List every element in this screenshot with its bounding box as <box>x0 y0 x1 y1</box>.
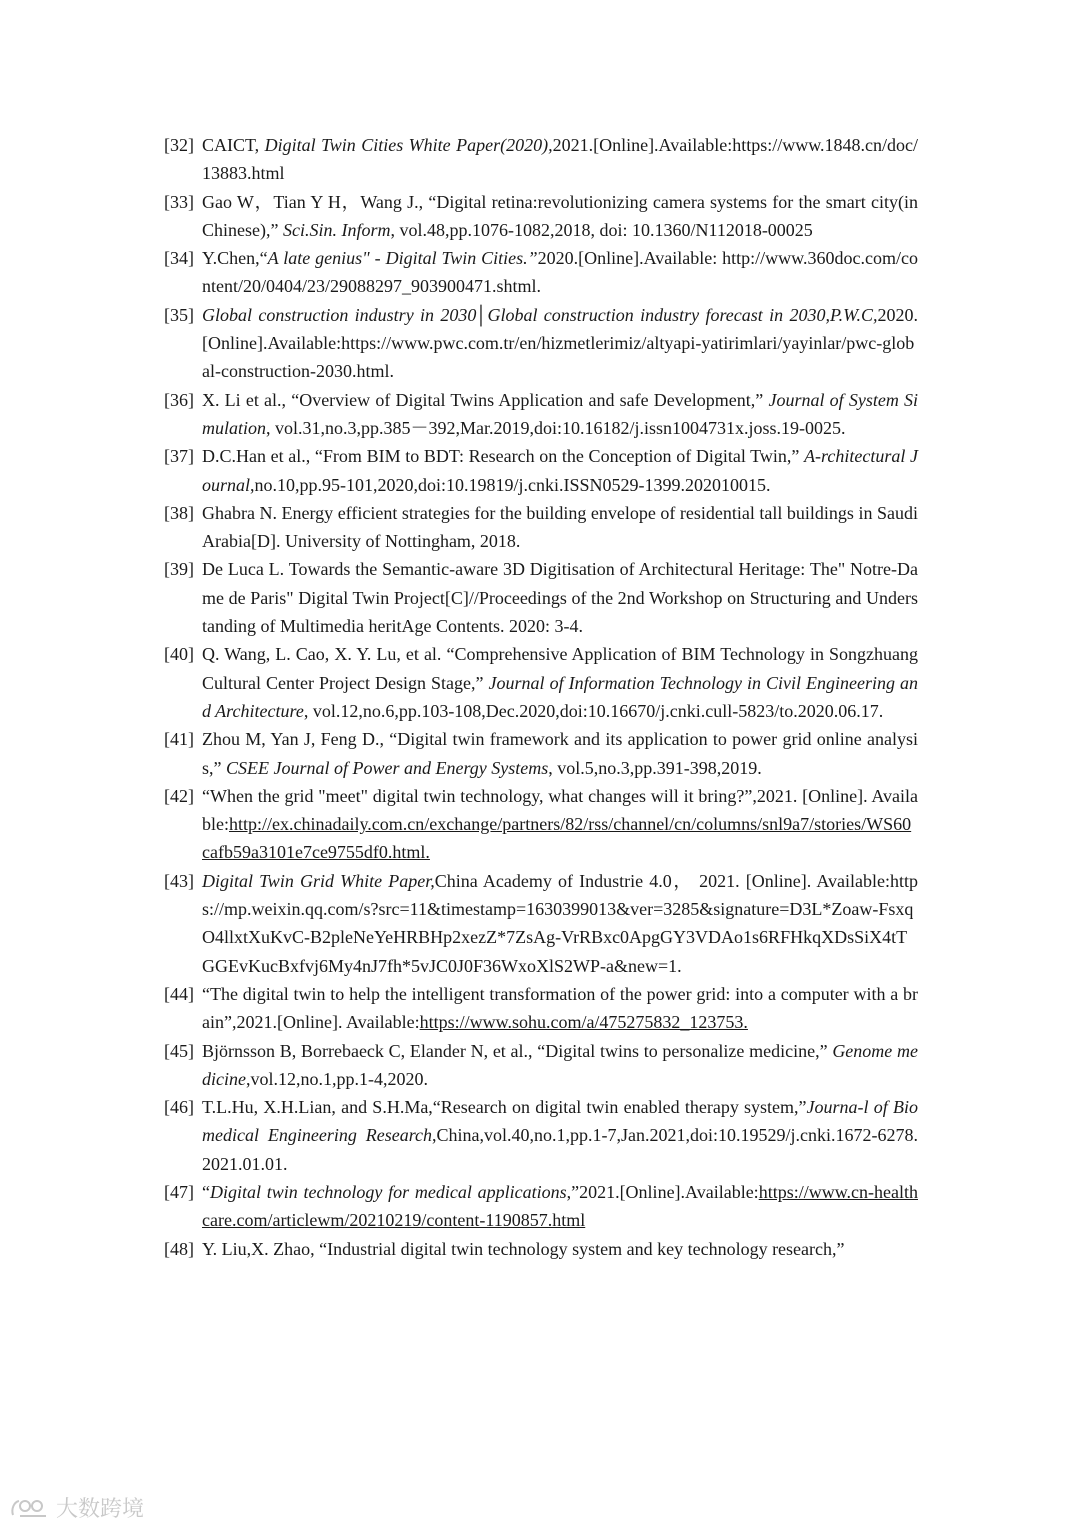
reference-number: [41] <box>164 729 194 750</box>
reference-number: [34] <box>164 248 194 269</box>
reference-segment: “When the grid "meet" digital twin technology, what changes will it bring?”,2021. [Online]. Available: <box>202 785 918 835</box>
reference-entry <box>164 386 918 443</box>
reference-segment: , vol.31,no.3,pp.385－392,Mar.2019,doi:10.16182/j.issn1004731x.joss.19-0025. <box>266 417 846 438</box>
reference-segment: Q. Wang, L. Cao, X. Y. Lu, et al. “Comprehensive Application of BIM Technology in Songzhuang Cultural Center Project Design Stage,” <box>202 644 918 693</box>
reference-text <box>202 725 918 782</box>
reference-segment: , vol.5,no.3,pp.391-398,2019. <box>548 757 762 778</box>
reference-text <box>202 1037 918 1094</box>
reference-text <box>202 555 918 640</box>
reference-text <box>202 1235 918 1263</box>
reference-segment: Zhou M, Yan J, Feng D., “Digital twin framework and its application to power grid online analysis,” <box>202 729 918 778</box>
reference-number: [39] <box>164 559 194 580</box>
reference-entry <box>164 301 918 386</box>
reference-segment: ,”2021.[Online].Available: <box>566 1181 759 1202</box>
reference-text <box>202 499 918 556</box>
reference-segment: 2020.[Online].Available:https://www.pwc.com.tr/en/hizmetlerimiz/altyapi-yatirimlari/yayinlar/pwc-global-construction-2030.html. <box>202 304 918 382</box>
reference-text <box>202 867 918 980</box>
reference-title: A late genius" - Digital Twin Cities.” <box>267 248 538 269</box>
reference-text <box>202 131 918 188</box>
reference-entry <box>164 782 918 867</box>
reference-link[interactable]: http://ex.chinadaily.com.cn/exchange/partners/82/rss/channel/cn/columns/snl9a7/stories/WS60cafb59a3101e7ce9755df0.html. <box>202 814 912 863</box>
reference-title: Sci.Sin. Inform <box>282 219 391 240</box>
reference-number: [47] <box>164 1181 194 1202</box>
reference-segment: ,China,vol.40,no.1,pp.1-7,Jan.2021,doi:10.19529/j.cnki.1672-6278.2021.01.01. <box>202 1125 918 1174</box>
reference-segment: Y. Liu,X. Zhao, “Industrial digital twin technology system and key technology research,” <box>202 1238 845 1259</box>
reference-title: Genome medicine <box>202 1040 919 1089</box>
reference-segment: “ <box>202 1181 210 1202</box>
reference-text <box>202 640 918 725</box>
reference-entry <box>164 1235 918 1263</box>
reference-number: [36] <box>164 389 194 410</box>
reference-number: [42] <box>164 785 194 806</box>
reference-number: [32] <box>164 135 194 155</box>
reference-segment: “The digital twin to help the intelligent transformation of the power grid: into a computer with a brain”,2021.[Online]. Available: <box>202 983 918 1033</box>
reference-entry <box>164 725 918 782</box>
reference-text <box>202 244 918 301</box>
reference-segment: Ghabra N. Energy efficient strategies for the building envelope of residential tall buildings in Saudi Arabia[D]. University of Nottingham, 2018. <box>202 502 918 552</box>
reference-segment: ,vol.12,no.1,pp.1-4,2020. <box>245 1068 428 1089</box>
reference-entry <box>164 244 918 301</box>
reference-number: [37] <box>164 446 194 467</box>
reference-segment: , vol.48,pp.1076-1082,2018, doi: 10.1360/N112018-00025 <box>390 219 813 240</box>
reference-entry <box>164 555 918 640</box>
reference-segment: X. Li et al., “Overview of Digital Twins Application and safe Development,” <box>202 389 769 410</box>
reference-segment: Gao W，Tian Y H，Wang J., “Digital retina:revolutionizing camera systems for the smart city(in Chinese),” <box>202 191 918 240</box>
reference-link[interactable]: https://www.cn-healthcare.com/articlewm/20210219/content-1190857.html <box>202 1181 918 1231</box>
reference-title: Journal of System Simulation <box>202 389 918 438</box>
reference-text <box>202 980 918 1037</box>
reference-title: A-rchitectural Journal <box>202 446 919 495</box>
reference-entry <box>164 980 918 1037</box>
reference-segment: Y.Chen,“ <box>202 248 268 269</box>
reference-title: Digital Twin Grid White Paper, <box>202 870 435 891</box>
reference-number: [40] <box>164 644 194 665</box>
reference-title: Global construction industry in 2030│Global construction industry forecast in 2030,P.W.C, <box>202 304 878 325</box>
reference-entry <box>164 131 918 188</box>
reference-entry <box>164 867 918 980</box>
brand-logo-icon <box>10 1497 50 1519</box>
reference-segment: Björnsson B, Borrebaeck C, Elander N, et al., “Digital twins to personalize medicine,” <box>202 1040 833 1061</box>
reference-entry <box>164 1178 918 1235</box>
reference-segment: 2020.[Online].Available: http://www.360doc.com/content/20/0404/23/29088297_903900471.shtml. <box>202 248 918 297</box>
reference-link[interactable]: https://www.sohu.com/a/475275832_123753. <box>419 1012 748 1033</box>
reference-segment: CAICT, <box>202 135 265 155</box>
reference-number: [43] <box>164 870 194 891</box>
reference-segment: 2021.[Online].Available:https://www.1848.cn/doc/13883.html <box>202 135 919 184</box>
reference-number: [35] <box>164 304 194 325</box>
reference-text <box>202 301 918 386</box>
reference-number: [46] <box>164 1097 194 1118</box>
reference-list <box>164 131 918 1263</box>
reference-text <box>202 1178 918 1235</box>
reference-entry <box>164 640 918 725</box>
reference-number: [44] <box>164 983 194 1004</box>
watermark <box>10 1492 144 1523</box>
reference-number: [48] <box>164 1238 194 1259</box>
reference-title: CSEE Journal of Power and Energy Systems <box>226 757 549 778</box>
reference-entry <box>164 188 918 245</box>
reference-entry <box>164 442 918 499</box>
reference-segment: China Academy of Industrie 4.0， 2021. [Online]. Available:https://mp.weixin.qq.com/s?src=11&timestamp=1630399013&ver=3285&signature=D3L*Zoaw-FsxqO4llxtXuKvC-B2pleNeYeHRBHp2xezZ*7ZsAg-VrRBxc0ApgGY3VDAo1s6RFHkqXDsSiX4tTGGEvKucBxfvj6My4nJ7fh*5vJC0J0F36WxoXlS2WP-a&new=1. <box>202 870 919 976</box>
watermark-text: 大数跨境 <box>56 1497 145 1522</box>
reference-title: Journa-l of Biomedical Engineering Research <box>202 1097 918 1146</box>
reference-text <box>202 782 918 867</box>
reference-text <box>202 188 918 245</box>
reference-number: [45] <box>164 1040 194 1061</box>
reference-entry <box>164 1037 918 1094</box>
reference-entry <box>164 1093 918 1178</box>
reference-title: Digital twin technology for medical applications <box>210 1181 567 1202</box>
reference-entry <box>164 499 918 556</box>
reference-title: Digital Twin Cities White Paper(2020), <box>264 135 553 155</box>
reference-title: Journal of Information Technology in Civil Engineering and Architecture <box>202 672 918 721</box>
reference-number: [33] <box>164 191 194 212</box>
reference-text <box>202 442 918 499</box>
reference-text <box>202 1093 918 1178</box>
reference-segment: ,no.10,pp.95-101,2020,doi:10.19819/j.cnki.ISSN0529-1399.202010015. <box>250 474 771 495</box>
reference-segment: T.L.Hu, X.H.Lian, and S.H.Ma,“Research on digital twin enabled therapy system,” <box>202 1097 807 1118</box>
reference-number: [38] <box>164 502 194 523</box>
reference-segment: De Luca L. Towards the Semantic-aware 3D Digitisation of Architectural Heritage: The" Notre-Dame de Paris" Digital Twin Project[C]//Proceedings of the 2nd Workshop on Structuring and Understanding of Multimedia heritAge Contents. 2020: 3-4. <box>202 559 918 637</box>
reference-segment: D.C.Han et al., “From BIM to BDT: Research on the Conception of Digital Twin,” <box>202 446 805 467</box>
reference-segment: , vol.12,no.6,pp.103-108,Dec.2020,doi:10.16670/j.cnki.cull-5823/to.2020.06.17. <box>303 700 884 721</box>
reference-text <box>202 386 918 443</box>
